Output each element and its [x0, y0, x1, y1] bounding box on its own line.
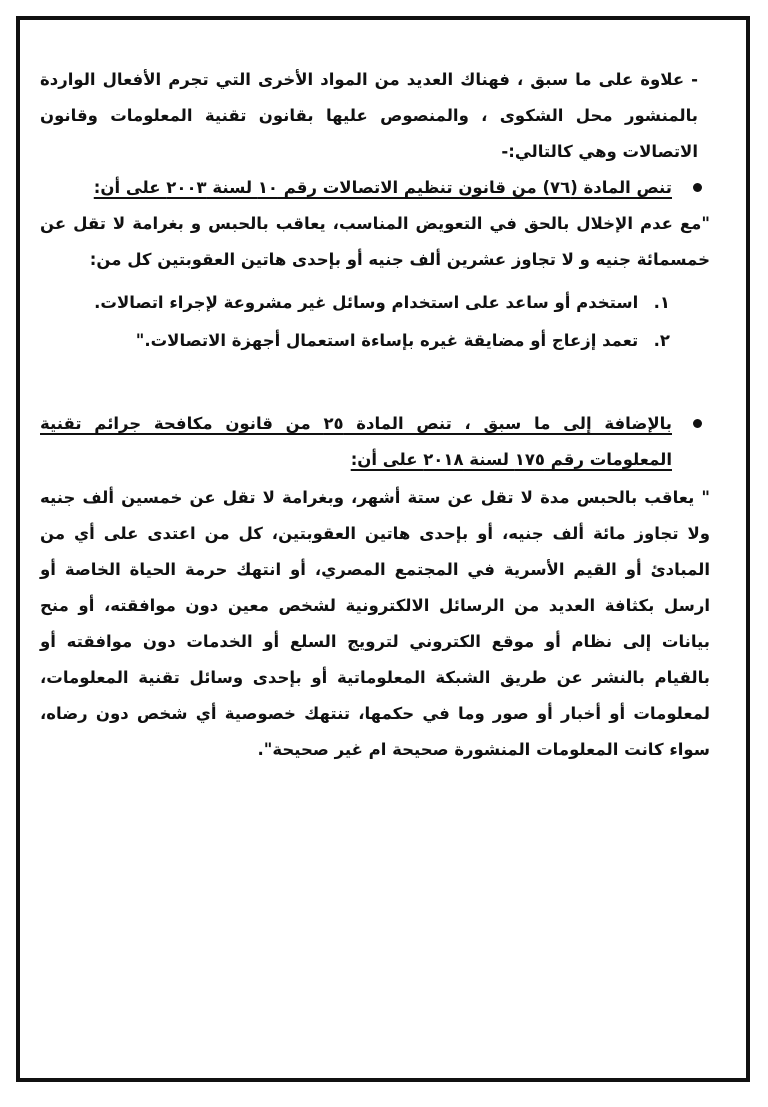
- section-2-quote: " يعاقب بالحبس مدة لا تقل عن ستة أشهر، وبغرامة لا تقل عن خمسين ألف جنيه ولا تجاوز مائة ألف جنيه، أو بإحدى هاتين العقوبتين، كل من اعتدى على أي من المبادئ أو القيم الأسرية في المجتمع المصري، أو انتهك حرمة الحياة الخاصة أو ارسل بكثافة العديد من الرسائل الالكترونية لشخص معين دون موافقته، أو منح بيانات إلى نظام أو موقع الكتروني لترويج السلع أو الخدمات دون موافقته أو بالقيام بالنشر عن طريق الشبكة المعلوماتية أو بإحدى وسائل تقنية المعلومات، لمعلومات أو أخبار أو صور وما في حكمها، تنتهك خصوصية أي شخص دون رضاه، سواء كانت المعلومات المنشورة صحيحة ام غير صحيحة".: [40, 488, 710, 759]
- section-spacer: [40, 360, 710, 406]
- section-2-heading-text: بالإضافة إلى ما سبق ، تنص المادة ٢٥ من قانون مكافحة جرائم تقنية المعلومات رقم ١٧٥ لسنة ٢٠١٨ على أن:: [40, 414, 672, 469]
- section-1-heading: [40, 170, 710, 206]
- list-item-text: تعمد إزعاج أو مضايقة غيره بإساءة استعمال أجهزة الاتصالات.": [135, 331, 639, 350]
- intro-paragraph: - علاوة على ما سبق ، فهناك العديد من المواد الأخرى التي تجرم الأفعال الواردة بالمنشور محل الشكوى ، والمنصوص عليها بقانون تقنية المعلومات وقانون الاتصالات وهي كالتالي:-: [40, 70, 698, 161]
- section-1-heading-text: تنص المادة (٧٦) من قانون تنظيم الاتصالات رقم ١٠ لسنة ٢٠٠٣ على أن:: [93, 178, 672, 197]
- document-body: [40, 62, 710, 768]
- bullet-icon: [693, 419, 702, 428]
- bullet-icon: [693, 183, 702, 192]
- section-1-quote: "مع عدم الإخلال بالحق في التعويض المناسب، يعاقب بالحبس و بغرامة لا تقل عن خمسمائة جنيه و لا تجاوز عشرين ألف جنيه أو بإحدى هاتين العقوبتين كل من:: [40, 214, 710, 269]
- list-item-number: ٢.: [653, 331, 670, 350]
- list-item-number: ١.: [653, 293, 670, 312]
- list-item: [40, 322, 670, 360]
- section-2-heading: [40, 406, 710, 478]
- list-item: [40, 284, 670, 322]
- list-item-text: استخدم أو ساعد على استخدام وسائل غير مشروعة لإجراء اتصالات.: [94, 293, 639, 312]
- section-1-list: [40, 284, 710, 360]
